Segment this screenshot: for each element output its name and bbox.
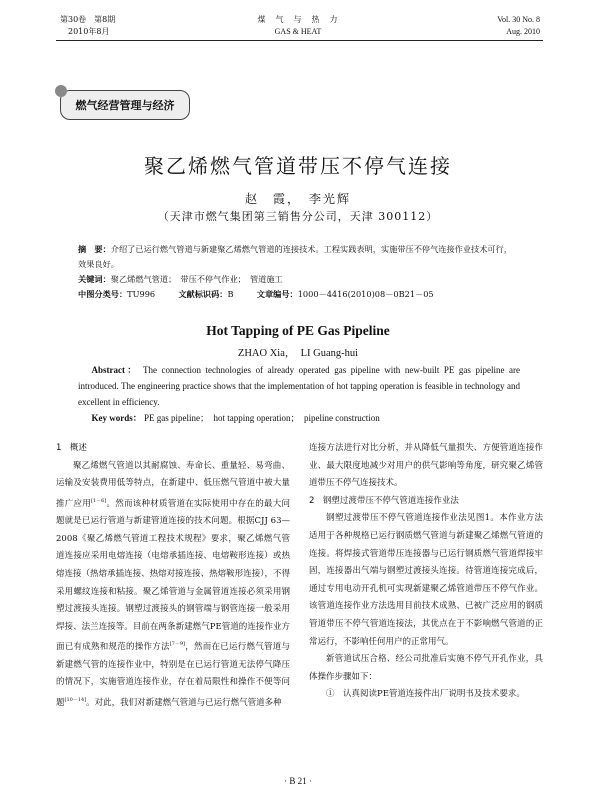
abstract-en-para — [78, 362, 520, 410]
date-en: Aug. 2010 — [506, 27, 540, 36]
keywords-label: 关键词： — [78, 274, 111, 284]
section-tag-label: 燃气经营管理与经济 — [75, 99, 175, 112]
keywords-en-text: PE gas pipeline； hot tapping operation； pipeline construction — [144, 413, 380, 423]
authors-en: ZHAO Xia， LI Guang-hui — [237, 348, 359, 359]
keywords-cn-para — [78, 272, 520, 287]
doc-code-label: 文献标识码： — [178, 289, 228, 299]
left-column — [56, 440, 290, 712]
abstract-text: 介绍了已运行燃气管道与新建聚乙烯燃气管道的连接技术。工程实践表明，实施带压不停气连接作业技术可行，效果良好。 — [78, 244, 512, 269]
authors-cn: 赵 霞， 李光辉 — [244, 192, 351, 206]
article-id-label: 文章编号： — [256, 289, 298, 299]
affiliation-cn: （天津市燃气集团第三销售分公司，天津 300112） — [157, 210, 439, 223]
journal-name-en: GAS & HEAT — [274, 27, 322, 36]
abstract-en-text: The connection technologies of already operated gas pipeline with new-built PE gas pipeline are introduced. The engineering practice shows that the implementation of hot tapping operation is feasible in technology and excellent in efficiency. — [78, 365, 520, 407]
method-paragraph: 钢塑过渡带压不停气管道连接作业法见图1。本作业方法适用于各种规格已运行钢质燃气管道与新建聚乙烯燃气管道的连接。将焊接式管道带压连接器与已运行钢质燃气管道焊接牢固，连接器出气端与钢塑过渡接头连接。待管道连接完成后，通过专用电动开孔机可实现新建聚乙烯管道带压不停气作业。该管道连接作业方法选用目前技术成熟、已被广泛应用的钢质管道带压不停气管道连接法，其优点在于不影响燃气管道的正常运行，不影响任何用户的正常用气。 — [309, 513, 543, 647]
intro-paragraph: 聚乙烯燃气管道以其耐腐蚀、寿命长、重量轻、易弯曲、运输及安装费用低等特点，在新建中、低压燃气管道中被大量推广应用[1－6]。然而该种材质管道在实际使用中存在的最大问题就是已运行管道与新建管道连接的技术问题。根据CJJ 63—2008《聚乙烯燃气管道工程技术规程》要求，聚乙烯燃气管道连接应采用电熔连接（电熔承插连接、电熔鞍形连接）或热熔连接（热熔承插连接、热熔对接连接、热熔鞍形连接），不得采用螺纹连接和粘接。聚乙烯管道与金属管道连接必须采用钢塑过渡接头连接。钢塑过渡接头的钢管端与钢管连接一般采用焊接、法兰连接等。目前在两条新建燃气PE管道的连接作业方面已有成熟和规范的操作方法[7－9]，然而在已运行燃气管道与新建燃气管的连接作业中，特别是在已运行管道无法停气降压的情况下，实施管道连接作业，存在着局限性和操作不便等问题[10－14]。对此，我们对新建燃气管道与已运行燃气管道多种 — [56, 460, 290, 708]
article-id-value: 1000－4416(2010)08－0B21－05 — [297, 289, 434, 299]
paper-title-cn: 聚乙烯燃气管道带压不停气连接 — [144, 154, 452, 178]
paper-title-en: Hot Tapping of PE Gas Pipeline — [206, 323, 390, 338]
section-badge-icon — [55, 85, 67, 97]
citation-1: [1－6] — [91, 497, 107, 504]
header-rule — [56, 40, 543, 41]
journal-name-cn: 煤 气 与 热 力 — [257, 15, 339, 24]
header-volume-cn: 第30卷 第8期 — [60, 15, 116, 24]
cls-value: TU996 — [127, 289, 156, 299]
keywords-text: 聚乙烯燃气管道； 带压不停气作业； 管道施工 — [110, 274, 283, 284]
header-volume-en — [497, 14, 540, 38]
keywords-en-label: Key words： — [91, 413, 142, 423]
keywords-en-para — [78, 410, 520, 426]
section-tag — [60, 90, 190, 120]
citation-3: [10－14] — [64, 696, 87, 703]
section-heading-1: 1 概述 — [56, 443, 87, 453]
abstract-cn — [78, 242, 520, 302]
step-1-paragraph: ① 认真阅读PE管道连接件出厂说明书及技术要求。 — [326, 689, 525, 700]
cls-label: 中图分类号： — [78, 289, 128, 299]
continued-paragraph: 连接方法进行对比分析，并从降低气量损失、方便管道连接作业、最大限度地减少对用户的供气影响等角度，研究聚乙烯管道带压不停气连接技术。 — [309, 443, 543, 489]
header-date-cn: 2010年8月 — [68, 27, 110, 36]
classification-line — [78, 287, 520, 302]
right-column — [309, 440, 543, 704]
doc-code-value: B — [227, 289, 234, 299]
page-number: · B 21 · — [284, 776, 312, 786]
abstract-en-label: Abstract： — [91, 365, 139, 375]
abstract-cn-para — [78, 242, 520, 272]
section-heading-2: 2 钢塑过渡带压不停气管道连接作业法 — [309, 495, 459, 506]
citation-2: [7－9] — [169, 641, 185, 648]
abstract-en — [78, 362, 520, 426]
abstract-label: 摘 要： — [78, 244, 111, 254]
volume-en: Vol. 30 No. 8 — [497, 15, 540, 24]
steps-intro-paragraph: 新管道试压合格、经公司批准后实施不停气开孔作业，具体操作步骤如下： — [309, 654, 543, 682]
